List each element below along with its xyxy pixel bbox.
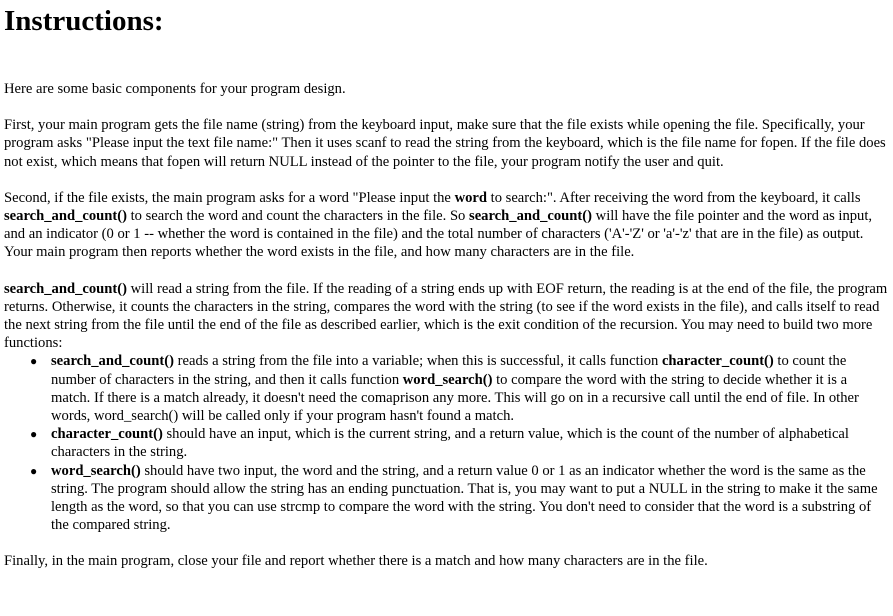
text-span: to search the word and count the characters in the file. So [126, 208, 470, 225]
bold-term: word_search() [51, 462, 141, 479]
text-span: will read a string from the file. If the reading of a string ends up with EOF return, the reading is at the end of the file, the program returns. Otherwise, it counts the characters in the string, compares the word with the string (to see if the word exists in the file), and calls itself to read the next string from the file until the end of the file as described earlier, which is the exit condition of the recursion. You may need to build two more functions: [4, 280, 888, 352]
bold-term: character_count() [661, 353, 774, 370]
text-span: Second, if the file exists, the main program asks for a word "Please input the [4, 189, 455, 206]
text-span: to count the number of characters in the string, and then it calls function [51, 353, 847, 388]
text-span: to search:". After receiving the word from the keyboard, it calls [487, 189, 861, 206]
list-item [30, 352, 889, 425]
function-list [4, 352, 889, 534]
list-item [30, 425, 889, 461]
bullet-icon: ● [30, 427, 38, 442]
text-span: should have an input, which is the current string, and a return value, which is the count of the number of alphabetical characters in the string. [51, 426, 849, 461]
bold-term: word [454, 189, 487, 206]
bold-term: search_and_count() [51, 353, 174, 370]
list-item [30, 462, 889, 535]
bold-term: search_and_count() [4, 280, 127, 297]
page-title: Instructions: [4, 5, 164, 37]
bold-term: search_and_count() [4, 208, 127, 225]
bold-term: word_search() [402, 371, 493, 388]
second-paragraph [4, 189, 889, 262]
text-span: reads a string from the file into a variable; when this is successful, it calls function [173, 353, 662, 370]
bold-term: character_count() [51, 426, 163, 443]
text-span: will have the file pointer and the word as input, and an indicator (0 or 1 -- whether the word is contained in the file) and the total number of characters ('A'-'Z' or 'a'-'z' that are in the file) as output. Your main program then reports whether the word exists in the file, and how many characters are in the file. [4, 208, 873, 261]
final-paragraph: Finally, in the main program, close your file and report whether there is a match and how many characters are in the file. [4, 553, 708, 570]
third-paragraph [4, 280, 889, 353]
text-span: to compare the word with the string to decide whether it is a match. If there is a match already, it doesn't need the comaprison any more. This will go on in a recursive call until the end of file. In other words, word_search() will be called only if your program hasn't found a match. [51, 371, 859, 425]
bullet-icon: ● [30, 354, 38, 369]
first-paragraph: First, your main program gets the file name (string) from the keyboard input, make sure that the file exists while opening the file. Specifically, your program asks "Please input the text file name:" Then it uses scanf to read the string from the keyboard, which is the file name for fopen. If the file does not exist, which means that fopen will return NULL instead of the pointer to the file, your program notify the user and quit. [4, 117, 886, 170]
intro-paragraph: Here are some basic components for your program design. [4, 81, 346, 97]
text-span: should have two input, the word and the string, and a return value 0 or 1 as an indicator whether the word is the same as the string. The program should allow the string has an ending punctuation. That is, you may want to put a NULL in the string to make it the same length as the word, so that you can use strcmp to compare the word with the string. You don't need to consider that the word is a substring of the compared string. [51, 462, 878, 534]
bullet-icon: ● [30, 463, 38, 478]
bold-term: search_and_count() [469, 208, 592, 225]
